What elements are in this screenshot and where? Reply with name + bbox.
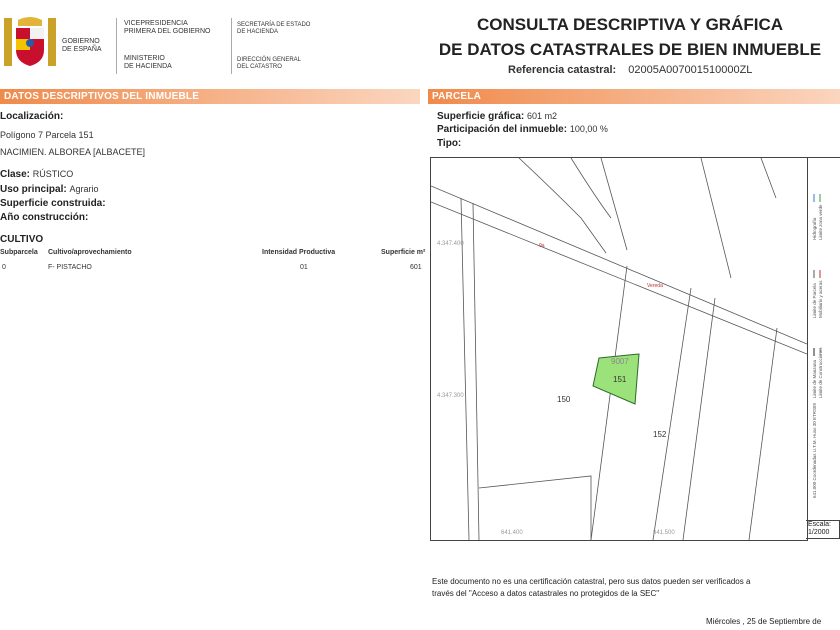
note-line-2: través del "Acceso a datos catastrales no protegidos de la SEC"	[432, 589, 660, 598]
escala-label: Escala:	[808, 521, 831, 528]
y-coord-bottom: 4.347.300	[437, 393, 464, 399]
escala-value: 1/2000	[808, 529, 830, 536]
cultivo-label: CULTIVO	[0, 234, 44, 245]
disclaimer-note	[432, 576, 832, 600]
table-cell-intensidad: 01	[300, 264, 308, 271]
table-header-intensidad: Intensidad Productiva	[262, 249, 336, 256]
title-line-2: DE DATOS CATASTRALES DE BIEN INMUEBLE	[438, 40, 822, 59]
ref-label: Referencia catastral:	[508, 64, 617, 76]
map-legend	[806, 157, 840, 521]
participacion-value: 100,00 %	[569, 124, 608, 134]
road-label: Vereda	[647, 283, 663, 289]
x-coord-left: 641.400	[501, 530, 523, 536]
section-bar-datos: DATOS DESCRIPTIVOS DEL INMUEBLE	[0, 89, 420, 104]
uso-label: Uso principal:	[0, 184, 67, 195]
superficie-construida-label: Superficie construida:	[0, 198, 106, 209]
referencia-catastral	[508, 64, 752, 76]
uso-row	[0, 184, 98, 195]
ref-value: 02005A007001510000ZL	[628, 64, 753, 76]
header-divider	[116, 18, 117, 74]
document-title	[430, 12, 830, 62]
localizacion-line1: Polígono 7 Parcela 151	[0, 130, 94, 140]
secretaria-text: SECRETARÍA DE ESTADO DE HACIENDA	[237, 22, 311, 35]
participacion-row	[437, 124, 608, 135]
superficie-grafica-row	[437, 111, 557, 122]
table-cell-subparcela: 0	[2, 264, 6, 271]
legend-footer: 641.000 Coordenadas U.T.M. Huso 30 ETRS89	[812, 402, 817, 498]
small-label: 9a	[539, 243, 545, 249]
table-cell-superficie: 601	[410, 264, 422, 271]
document-date: Miércoles , 25 de Septiembre de	[706, 617, 822, 626]
parcel-151-label: 151	[613, 375, 627, 384]
map-scale	[806, 520, 840, 539]
ministerio-text: MINISTERIO DE HACIENDA	[124, 55, 172, 70]
table-header-subparcela: Subparcela	[0, 249, 38, 256]
anio-construccion-label: Año construcción:	[0, 212, 89, 223]
uso-value: Agrario	[69, 184, 99, 194]
header-divider	[231, 18, 232, 74]
note-line-1: Este documento no es una certificación catastral, pero sus datos pueden ser verificados a	[432, 577, 751, 586]
legend-item-hidrografia: Hidrografía	[812, 217, 817, 240]
section-bar-parcela: PARCELA	[428, 89, 840, 104]
clase-value: RÚSTICO	[32, 169, 74, 179]
parcel-9007-label: 9007	[611, 357, 629, 366]
y-coord-top: 4.347.400	[437, 241, 464, 247]
legend-item-mobiliario: Mobiliario y aceras	[818, 280, 823, 318]
tipo-label: Tipo:	[437, 138, 462, 149]
table-header-cultivo: Cultivo/aprovechamiento	[48, 249, 132, 256]
parcel-150-label: 150	[557, 395, 571, 404]
vicepresidencia-text: VICEPRESIDENCIA PRIMERA DEL GOBIERNO	[124, 20, 211, 35]
x-coord-right: 641.500	[653, 530, 675, 536]
legend-item-construcciones: Limite de Construcciones	[818, 347, 823, 398]
localizacion-label: Localización:	[0, 111, 64, 122]
localizacion-line2: NACIMIEN. ALBOREA [ALBACETE]	[0, 147, 146, 157]
title-line-1: CONSULTA DESCRIPTIVA Y GRÁFICA	[476, 15, 784, 34]
clase-label: Clase:	[0, 169, 31, 180]
clase-row	[0, 169, 73, 180]
direccion-text: DIRECCIÓN GENERAL DEL CATASTRO	[237, 57, 302, 70]
parcel-152-label: 152	[653, 430, 667, 439]
gobierno-espana-text: GOBIERNO DE ESPAÑA	[62, 38, 102, 53]
table-cell-cultivo: F- PISTACHO	[48, 264, 92, 271]
table-header-superficie: Superficie m²	[381, 249, 426, 256]
sup-grafica-label: Superficie gráfica:	[437, 111, 525, 122]
sup-grafica-value: 601 m2	[527, 111, 558, 121]
legend-item-parcela: Limite de Parcela	[812, 283, 817, 318]
participacion-label: Participación del inmueble:	[437, 124, 568, 135]
legend-item-manzana: Limite de Manzana	[812, 359, 817, 398]
legend-item-zona-verde: Limite zona verde	[818, 204, 823, 240]
cadastral-map[interactable]	[430, 157, 808, 541]
